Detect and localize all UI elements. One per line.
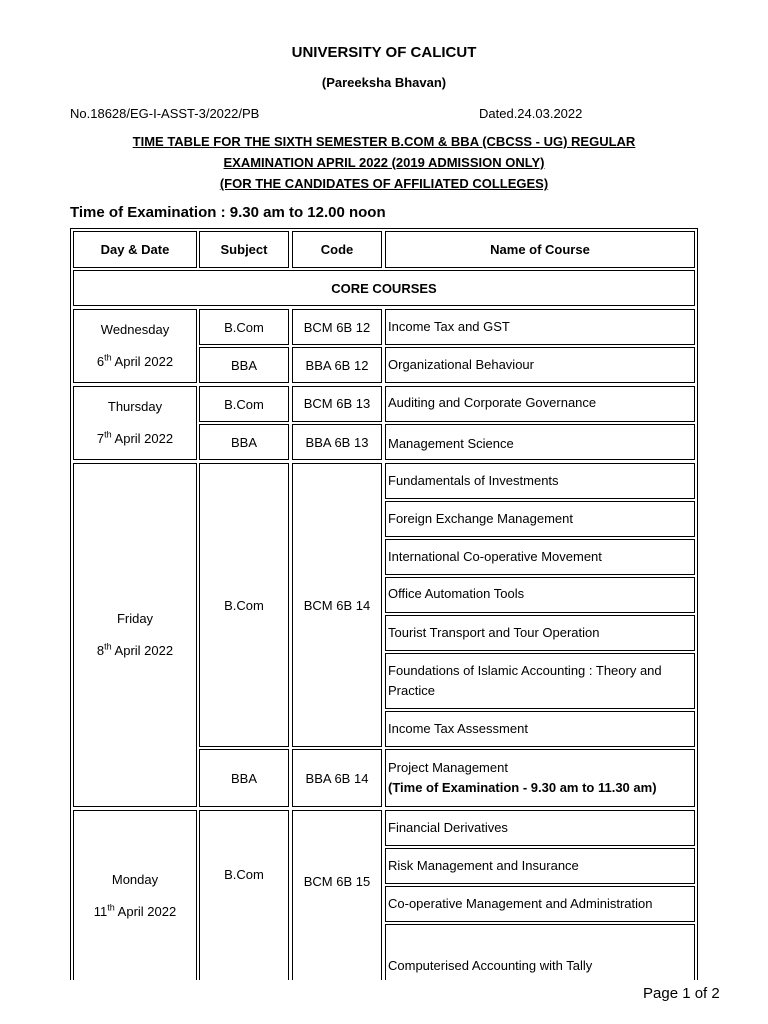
course-cell: Organizational Behaviour [385, 347, 695, 383]
day-date-cell [73, 309, 197, 383]
day-date-cell [73, 463, 197, 807]
course-name: Project Management [388, 760, 508, 775]
code-cell: BCM 6B 13 [292, 386, 382, 422]
subject-cell: B.Com [199, 309, 289, 345]
subject-cell: B.Com [199, 463, 289, 747]
section-core-courses: CORE COURSES [73, 270, 695, 306]
date-label: 11th April 2022 [93, 902, 177, 919]
date-label: 7th April 2022 [96, 429, 174, 446]
subject-cell: BBA [199, 749, 289, 807]
course-cell [385, 749, 695, 807]
office-name: (Pareeksha Bhavan) [321, 75, 447, 90]
course-cell: Income Tax Assessment [385, 711, 695, 747]
heading-line-1: TIME TABLE FOR THE SIXTH SEMESTER B.COM & BBA (CBCSS - UG) REGULAR [132, 134, 636, 149]
subject-cell: B.Com [199, 810, 289, 980]
course-cell: Computerised Accounting with Tally [385, 924, 695, 980]
code-cell: BCM 6B 12 [292, 309, 382, 345]
reference-number: No.18628/EG-I-ASST-3/2022/PB [70, 106, 260, 121]
university-title: UNIVERSITY OF CALICUT [291, 44, 477, 61]
course-cell: Tourist Transport and Tour Operation [385, 615, 695, 651]
course-cell: Foundations of Islamic Accounting : Theory and Practice [385, 653, 695, 709]
code-cell: BBA 6B 12 [292, 347, 382, 383]
code-cell: BBA 6B 14 [292, 749, 382, 807]
page-number: Page 1 of 2 [643, 985, 720, 1002]
subject-cell: B.Com [199, 386, 289, 422]
code-cell: BCM 6B 14 [292, 463, 382, 747]
heading-line-2: EXAMINATION APRIL 2022 (2019 ADMISSION ONLY) [223, 155, 545, 170]
day-label: Wednesday [100, 322, 170, 337]
col-header-name-of-course: Name of Course [385, 231, 695, 268]
course-cell: Foreign Exchange Management [385, 501, 695, 537]
day-label: Monday [111, 871, 159, 887]
day-label: Friday [116, 611, 154, 626]
course-cell: Co-operative Management and Administration [385, 886, 695, 922]
subject-cell: BBA [199, 424, 289, 460]
course-cell: Risk Management and Insurance [385, 848, 695, 884]
col-header-subject: Subject [199, 231, 289, 268]
date-label: 8th April 2022 [96, 641, 174, 658]
course-cell: Auditing and Corporate Governance [385, 386, 695, 422]
dated: Dated.24.03.2022 [479, 106, 583, 121]
col-header-day-date: Day & Date [73, 231, 197, 268]
day-date-cell [73, 810, 197, 980]
course-cell: Fundamentals of Investments [385, 463, 695, 499]
code-cell: BBA 6B 13 [292, 424, 382, 460]
subject-cell: BBA [199, 347, 289, 383]
date-label: 6th April 2022 [96, 352, 174, 369]
course-cell: International Co-operative Movement [385, 539, 695, 575]
code-cell: BCM 6B 15 [292, 810, 382, 980]
course-cell: Management Science [385, 424, 695, 460]
day-label: Thursday [107, 399, 163, 414]
course-time-note: (Time of Examination - 9.30 am to 11.30 am) [388, 780, 657, 795]
course-cell: Income Tax and GST [385, 309, 695, 345]
exam-time: Time of Examination : 9.30 am to 12.00 noon [70, 204, 386, 221]
col-header-code: Code [292, 231, 382, 268]
course-cell: Office Automation Tools [385, 577, 695, 613]
heading-line-3: (FOR THE CANDIDATES OF AFFILIATED COLLEGES) [219, 176, 549, 191]
day-date-cell [73, 386, 197, 460]
course-cell: Financial Derivatives [385, 810, 695, 846]
